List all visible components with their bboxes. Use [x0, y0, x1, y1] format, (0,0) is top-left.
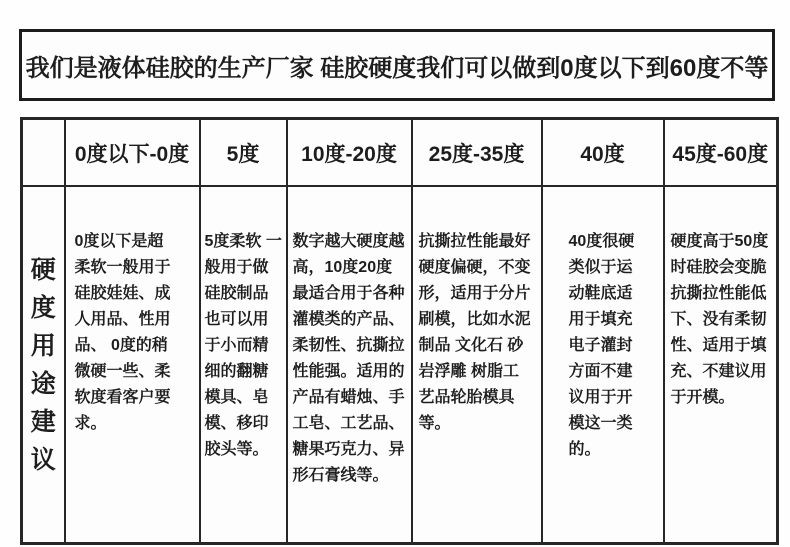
corner-cell — [22, 119, 65, 187]
column-header-0below: 0度以下-0度 — [65, 119, 200, 187]
table-cell-0below: 0度以下是超柔软一般用于硅胶娃娃、成人用品、性用品、 0度的稍微硬一些、柔软度看客户要求。 — [65, 186, 200, 544]
table-cell-10-20: 数字越大硬度越高，10度20度最适合用于各种灌模类的产品、柔韧性、抗撕拉性能强。适用的产品有蜡烛、手工皂、工艺品、糖果巧克力、异形石膏线等。 — [287, 186, 412, 544]
table-body-row — [22, 186, 778, 544]
table-cell-45-60: 硬度高于50度时硅胶会变脆抗撕拉性能低下、没有柔韧性、适用于填充、不建议用于开模。 — [664, 186, 778, 544]
row-header-label: 硬度用途建议 — [30, 255, 56, 474]
table-cell-5: 5度柔软 一般用于做硅胶制品也可以用于小而精细的翻糖模具、皂模、移印胶头等。 — [200, 186, 287, 544]
banner — [19, 29, 775, 101]
table-cell-40: 40度很硬类似于运动鞋底适用于填充电子灌封方面不建议用于开模这一类的。 — [542, 186, 664, 544]
column-header-45-60: 45度-60度 — [664, 119, 778, 187]
banner-text: 我们是液体硅胶的生产厂家 硅胶硬度我们可以做到0度以下到60度不等 — [25, 54, 769, 82]
hardness-table — [20, 117, 779, 545]
column-header-40: 40度 — [542, 119, 664, 187]
table-cell-25-35: 抗撕拉性能最好硬度偏硬，不变形，适用于分片刷模，比如水泥制品 文化石 砂岩浮雕 树脂工艺品轮胎模具等。 — [412, 186, 542, 544]
table-header-row — [22, 119, 778, 187]
row-header — [22, 186, 65, 544]
column-header-5: 5度 — [200, 119, 287, 187]
column-header-25-35: 25度-35度 — [412, 119, 542, 187]
column-header-10-20: 10度-20度 — [287, 119, 412, 187]
